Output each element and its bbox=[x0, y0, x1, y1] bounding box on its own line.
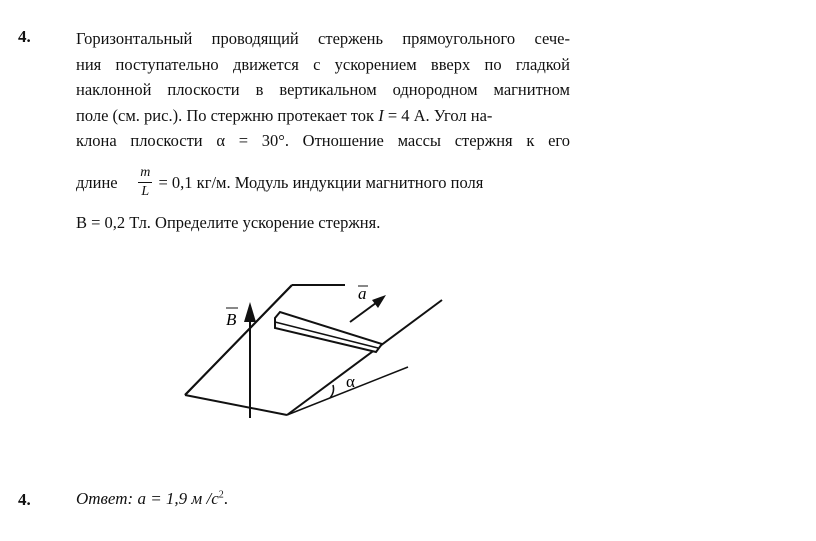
b-vector-arrowhead bbox=[244, 302, 256, 322]
problem-line-2: ния поступательно движется с ускорением вверх по гладкой bbox=[76, 54, 570, 74]
current-value: = 4 А. Угол на- bbox=[387, 105, 493, 125]
b-vector-label: B bbox=[226, 310, 237, 329]
conducting-rod bbox=[275, 312, 382, 352]
problem-line-4 bbox=[76, 103, 570, 129]
answer-value: a = 1,9 м /с bbox=[137, 489, 219, 508]
problem-line-6-start: длине bbox=[76, 172, 118, 192]
plane-rail-left bbox=[185, 285, 292, 395]
problem-number: 4. bbox=[18, 27, 31, 46]
current-symbol: I bbox=[378, 105, 384, 125]
answer bbox=[76, 489, 228, 509]
fraction-denominator: L bbox=[141, 184, 150, 200]
problem-line-5: клона плоскости α = 30°. Отношение массы стержня к его bbox=[76, 131, 570, 150]
problem-text bbox=[76, 26, 570, 235]
problem-line-7: B = 0,2 Тл. Определите ускорение стержня. bbox=[76, 212, 381, 232]
problem-line-1: Горизонтальный проводящий стержень прямоугольного сече- bbox=[76, 29, 570, 48]
plane-rail-right bbox=[287, 300, 442, 415]
problem-line-4-start: поле (см. рис.). По стержню протекает ток bbox=[76, 105, 375, 125]
a-vector-arrowhead bbox=[372, 295, 386, 308]
problem-line-6 bbox=[76, 158, 570, 206]
answer-tail: . bbox=[223, 489, 229, 508]
inclined-plane-figure bbox=[180, 270, 450, 430]
plane-bottom-edge bbox=[185, 395, 287, 415]
fraction-numerator: m bbox=[138, 166, 152, 183]
a-vector-label: a bbox=[358, 284, 367, 303]
mass-per-length-fraction bbox=[138, 166, 152, 199]
answer-power: 2 bbox=[218, 489, 224, 501]
alpha-angle-label: α bbox=[346, 372, 355, 391]
problem-line-6-end: = 0,1 кг/м. Модуль индукции магнитного поля bbox=[158, 172, 484, 192]
answer-number: 4. bbox=[18, 490, 31, 509]
problem-line-3: наклонной плоскости в вертикальном однородном магнитном bbox=[76, 80, 570, 99]
answer-label: Ответ: bbox=[76, 489, 134, 508]
